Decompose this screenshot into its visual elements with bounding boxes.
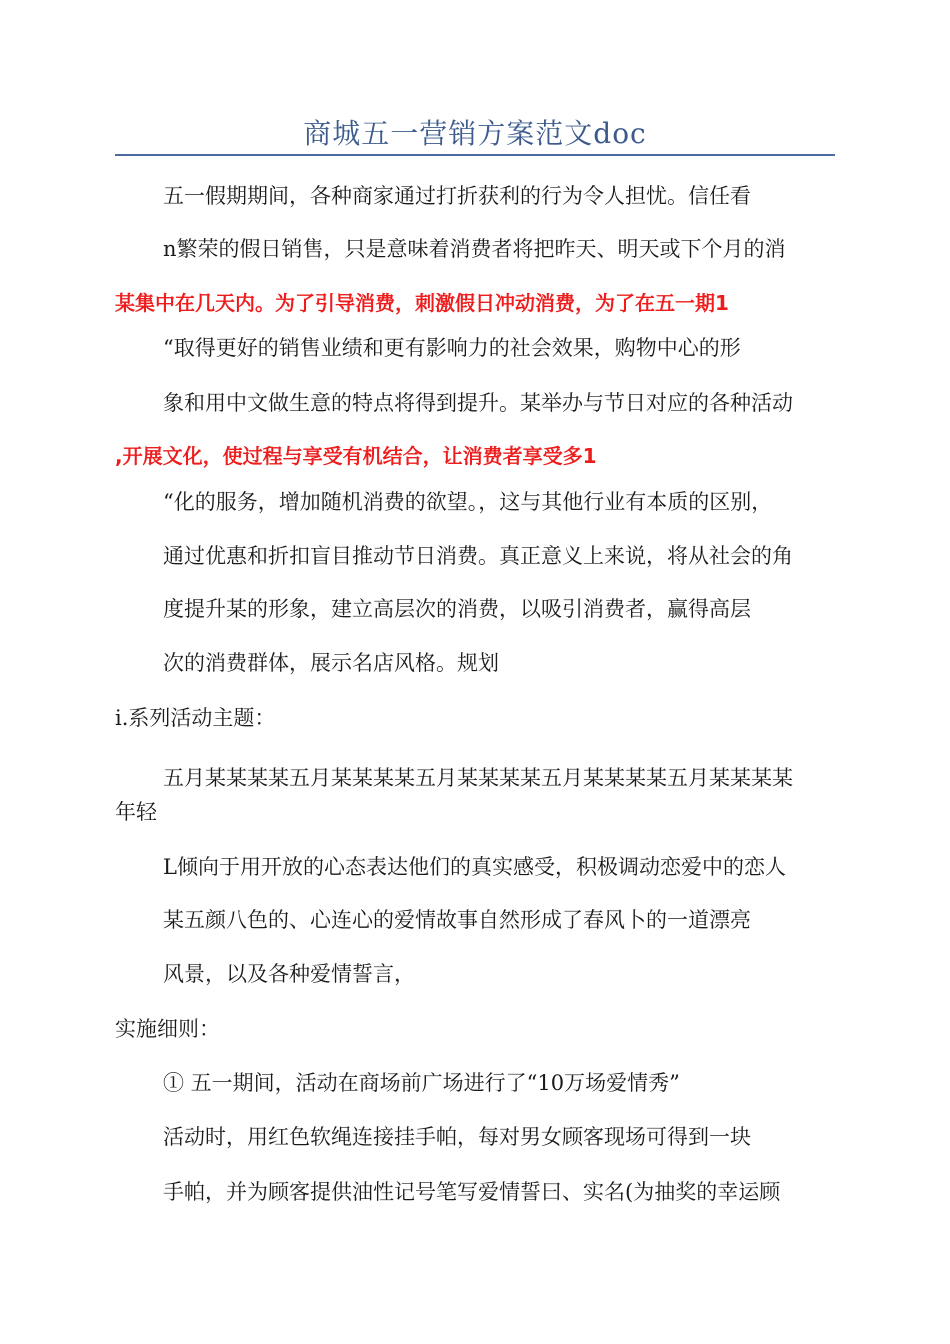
document-title: 商城五一营销方案范文doc xyxy=(303,117,647,150)
body-line: 象和用中文做生意的特点将得到提升。某举办与节日对应的各种活动 xyxy=(163,391,793,415)
body-line: “取得更好的销售业绩和更有影响力的社会效果，购物中心的形 xyxy=(163,336,741,360)
body-line: L倾向于用开放的心态表达他们的真实感受，积极调动恋爱中的恋人 xyxy=(163,855,786,879)
body-line: 风景，以及各种爱情誓言， xyxy=(163,962,415,986)
body-line: 度提升某的形象，建立高层次的消费，以吸引消费者，赢得高层 xyxy=(163,597,751,621)
body-line: 五一假期期间，各种商家通过打折获利的行为令人担忧。信任看 xyxy=(163,184,751,208)
body-line: “化的服务，增加随机消费的欲望。，这与其他行业有本质的区别， xyxy=(163,490,773,514)
body-line: n繁荣的假日销售，只是意味着消费者将把昨天、明天或下个月的消 xyxy=(163,237,786,261)
body-line-highlight: ,开展文化，使过程与享受有机结合，让消费者享受多1 xyxy=(115,444,597,468)
section-heading: 实施细则： xyxy=(115,1017,220,1041)
body-line-highlight: 某集中在几天内。为了引导消费，刺激假日冲动消费，为了在五一期1 xyxy=(115,291,729,315)
title-underline xyxy=(115,154,835,156)
body-line: 手帕，并为顾客提供油性记号笔写爱情誓曰、实名(为抽奖的幸运顾 xyxy=(163,1180,781,1204)
list-item: ① 五一期间，活动在商场前广场进行了“10万场爱情秀” xyxy=(163,1071,680,1095)
body-line: 活动时，用红色软绳连接挂手帕，每对男女顾客现场可得到一块 xyxy=(163,1125,751,1149)
body-line: 通过优惠和折扣盲目推动节日消费。真正意义上来说，将从社会的角 xyxy=(163,544,793,568)
body-line: 五月某某某某五月某某某某五月某某某某五月某某某某五月某某某某 xyxy=(163,766,793,790)
body-line: 次的消费群体，展示名店风格。规划 xyxy=(163,651,499,675)
section-heading: i.系列活动主题： xyxy=(115,706,276,730)
body-line: 某五颜八色的、心连心的爱情故事自然形成了春风卜的一道漂亮 xyxy=(163,908,751,932)
body-line: 年轻 xyxy=(115,800,157,824)
